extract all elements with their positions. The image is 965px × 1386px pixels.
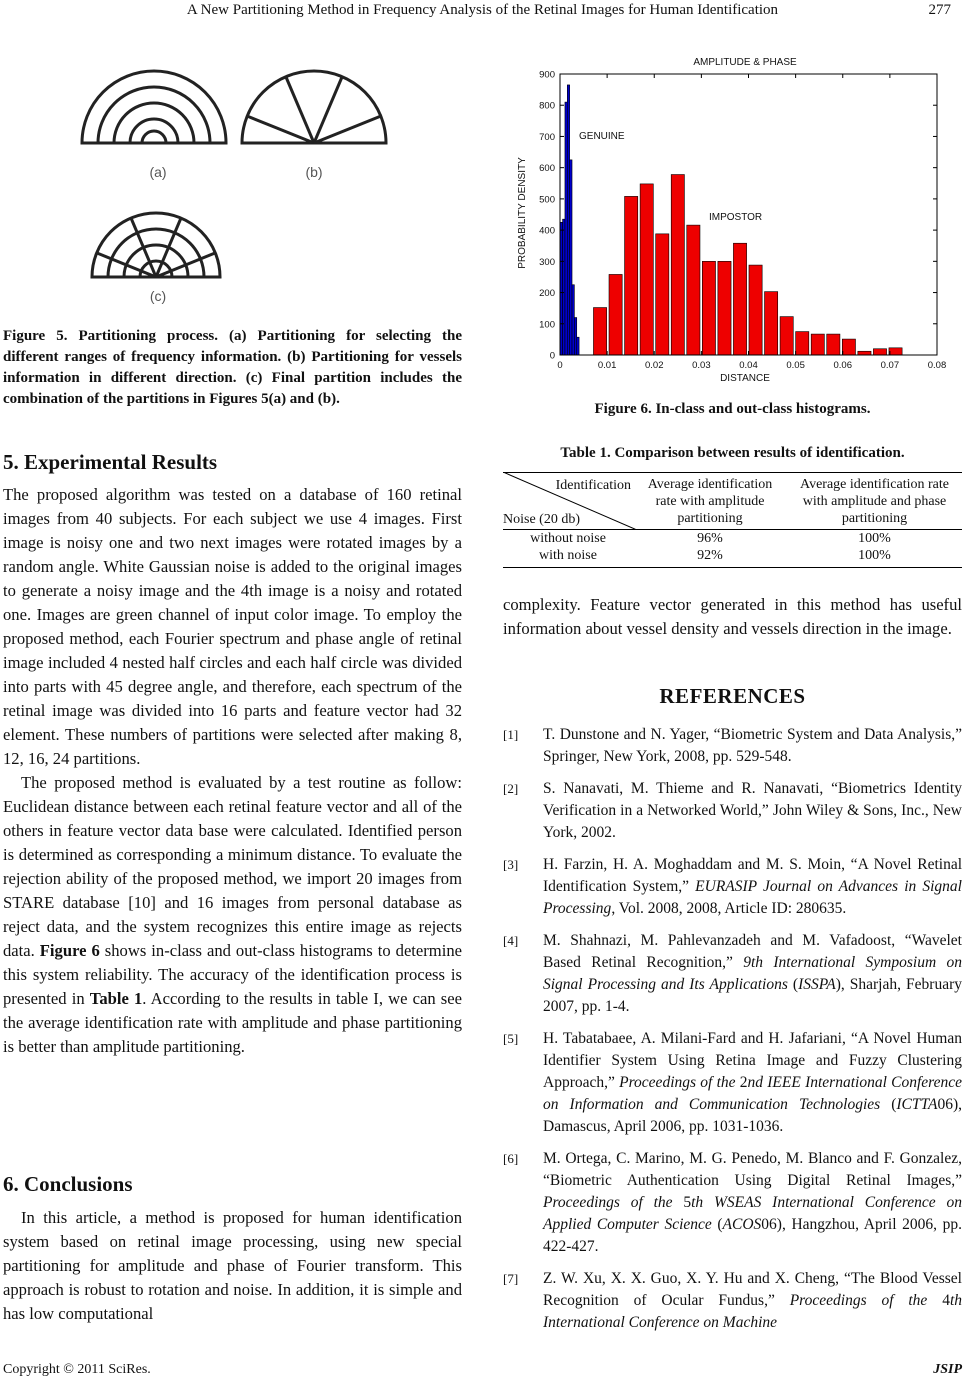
section6-heading: 6. Conclusions	[3, 1172, 133, 1196]
label-a: (a)	[149, 164, 167, 180]
table1-caption: Table 1. Comparison between results of identification.	[560, 445, 905, 461]
table-row	[503, 530, 962, 548]
table-cell: 92%	[697, 548, 723, 563]
reference-number: [3]	[503, 857, 519, 872]
y-tick-label: 200	[539, 288, 555, 300]
reference-text: Z. W. Xu, X. X. Guo, X. Y. Hu and X. Cheng, “The Blood Vessel Recognition of Ocular Fundus,” Proceedings of the 4th International Conference on Machine	[543, 1270, 962, 1331]
partition-diagram-a	[82, 71, 226, 143]
impostor-bar	[656, 234, 669, 355]
impostor-bar	[780, 317, 793, 355]
reference-number: [4]	[503, 933, 519, 948]
impostor-bar	[625, 196, 638, 355]
references-list	[503, 724, 962, 1344]
impostor-annotation: IMPOSTOR	[709, 212, 763, 223]
x-tick-label: 0.05	[786, 360, 805, 371]
reference-item	[503, 930, 962, 1018]
impostor-bar	[609, 274, 622, 355]
y-tick-label: 300	[539, 256, 555, 268]
genuine-bar	[563, 219, 565, 355]
reference-item	[503, 1148, 962, 1258]
section-experimental-results	[3, 450, 462, 1059]
genuine-annotation: GENUINE	[579, 131, 625, 142]
x-tick-label: 0.01	[597, 360, 617, 371]
reference-text: M. Ortega, C. Marino, M. G. Penedo, M. Blanco and F. Gonzalez, “Biometric Authentication Using Digital Retinal Images,” Proceedings of the 5th WSEAS International Conference on Applied Computer Science (ACOS06), Hangzhou, April 2006, pp. 422-427.	[543, 1150, 962, 1255]
genuine-bar	[560, 222, 562, 355]
genuine-bar	[567, 85, 569, 355]
section5-paragraph-2: The proposed method is evaluated by a test routine as follow: Euclidean distance between each retinal feature vector and all of the others in feature vector data base were calculated. Identified person is determined as corresponding a minimum distance. To evaluate the rejection ability of the proposed method, we import 20 images from STARE database [10] and 16 images from personal database as reject data, and the system recognizes this entire image as rejects data. Figure 6 shows in-class and out-class histograms to determine this system reliability. The accuracy of the identification process is presented in Table 1. According to the results in table I, we can see the average identification rate with amplitude and phase partitioning is better than amplitude partitioning.	[3, 773, 462, 1056]
section-conclusions	[3, 1172, 462, 1326]
reference-text: H. Farzin, H. A. Moghaddam and M. S. Moin, “A Novel Retinal Identification System,” EURASIP Journal on Advances in Signal Processing, Vol. 2008, 2008, Article ID: 280635.	[543, 856, 962, 917]
chart-xlabel: DISTANCE	[720, 373, 770, 384]
reference-item	[503, 1268, 962, 1334]
table-cell: without noise	[530, 531, 606, 546]
x-tick-label: 0.04	[739, 360, 758, 371]
chart-title: AMPLITUDE & PHASE	[693, 57, 797, 68]
reference-text: S. Nanavati, M. Thieme and R. Nanavati, “Biometrics Identity Verification in a Networked World,” John Wiley & Sons, Inc., New York, 2002.	[543, 780, 962, 841]
footer-journal: JSIP	[933, 1362, 962, 1377]
impostor-bar	[671, 175, 684, 355]
table-header-amplitude: Average identification rate with amplitude partitioning	[647, 477, 773, 526]
x-tick-label: 0.08	[927, 360, 947, 371]
y-tick-label: 0	[549, 350, 555, 362]
y-tick-label: 600	[539, 163, 555, 175]
table-row	[503, 547, 962, 568]
genuine-bar	[572, 285, 574, 355]
label-b: (b)	[305, 164, 323, 180]
y-tick-label: 100	[539, 319, 555, 331]
impostor-bar	[749, 265, 762, 355]
section5-heading: 5. Experimental Results	[3, 450, 218, 474]
reference-item	[503, 854, 962, 920]
x-tick-label: 0.02	[645, 360, 664, 371]
page-number: 277	[928, 2, 951, 18]
footer-copyright: Copyright © 2011 SciRes.	[3, 1362, 151, 1377]
y-tick-label: 500	[539, 194, 555, 206]
impostor-bar	[687, 225, 700, 355]
reference-item	[503, 724, 962, 768]
figure5-diagram	[70, 55, 400, 315]
reference-text: H. Tabatabaee, A. Milani-Fard and H. Jafariani, “A Novel Human Identifier System Using Retina Image and Fuzzy Clustering Approach,” Proceedings of the 2nd IEEE International Conference on Information and Communication Technologies (ICTTA06), Damascus, April 2006, pp. 1031-1036.	[543, 1030, 962, 1135]
label-c: (c)	[149, 288, 167, 304]
impostor-bar	[811, 334, 824, 355]
impostor-bar	[702, 261, 715, 355]
x-tick-label: 0.06	[833, 360, 852, 371]
table-cell: 96%	[697, 531, 723, 546]
section6-paragraph-continued: complexity. Feature vector generated in this method has useful information about vessel density and vessels direction in the image.	[503, 595, 962, 638]
y-tick-label: 700	[539, 131, 555, 143]
x-tick-label: 0	[557, 360, 563, 371]
figure6-caption: Figure 6. In-class and out-class histograms.	[594, 401, 871, 417]
section6-paragraph-1: In this article, a method is proposed for human identification system based on retinal image processing, using new special partitioning for amplitude and phase of Fourier transform. This approach is robust to rotation and noise. In addition, it is simple and has low computational	[3, 1208, 462, 1323]
table-cell: 100%	[858, 548, 891, 563]
genuine-bar	[574, 318, 576, 355]
y-tick-label: 400	[539, 225, 555, 237]
impostor-bar	[796, 332, 809, 355]
figure5-caption: Figure 5. Partitioning process. (a) Partitioning for selecting the different ranges of frequency information. (b) Partitioning for vessels information in different direction. (c) Final partition includes the combination of the partitions in Figures 5(a) and (b).	[3, 328, 462, 407]
table-cell: with noise	[539, 548, 597, 563]
impostor-bar	[889, 348, 902, 355]
x-tick-label: 0.07	[880, 360, 900, 371]
table1	[503, 472, 962, 568]
impostor-bar	[733, 243, 746, 355]
section5-paragraph-1: The proposed algorithm was tested on a database of 160 retinal images from 40 subjects. For each subject we use 4 images. First image is noisy one and two next images were rotated images by a random angle. White Gaussian noise is added to the original images to generate a noisy image and the 4th image is a noisy and rotated one. Images are green channel of input color image. To employ the proposed method, each Fourier spectrum and phase angle of retinal image included 4 nested half circles and each half circle was divided into parts with 45 degree angle, and therefore, each spectrum of the retinal image was divided into 16 parts and feature vector had 32 element. These numbers of partitions were selected after making 8, 12, 16, 24 partitions.	[3, 485, 462, 768]
reference-number: [1]	[503, 727, 519, 742]
figure6-histogram-chart	[505, 50, 960, 390]
running-header	[0, 0, 965, 20]
section6-continuation	[503, 593, 962, 641]
reference-number: [5]	[503, 1031, 519, 1046]
reference-text: M. Shahnazi, M. Pahlevanzadeh and M. Vafadoost, “Wavelet Based Retinal Recognition,” 9th International Symposium on Signal Processing and Its Applications (ISSPA), Sharjah, February 2007, pp. 1-4.	[543, 932, 962, 1015]
table-corner-noise: Noise (20 db)	[503, 512, 580, 527]
reference-text: T. Dunstone and N. Yager, “Biometric System and Data Analysis,” Springer, New York, 2008, pp. 529-548.	[543, 726, 962, 765]
header-title: A New Partitioning Method in Frequency Analysis of the Retinal Images for Human Identification	[186, 2, 779, 18]
impostor-bar	[593, 308, 606, 355]
impostor-bar	[827, 334, 840, 355]
impostor-bar	[765, 292, 778, 355]
table-cell: 100%	[858, 531, 891, 546]
reference-item	[503, 1028, 962, 1138]
references-heading: REFERENCES	[659, 684, 806, 708]
y-tick-label: 900	[539, 69, 555, 81]
genuine-bar	[577, 337, 579, 355]
reference-number: [2]	[503, 781, 519, 796]
impostor-bar	[842, 339, 855, 355]
reference-number: [7]	[503, 1271, 519, 1286]
partition-diagram-c	[92, 213, 220, 277]
impostor-bar	[873, 349, 886, 355]
reference-number: [6]	[503, 1151, 519, 1166]
partition-diagram-b	[242, 71, 386, 143]
table-header-amplitude-phase: Average identification rate with amplitude and phase partitioning	[800, 477, 949, 526]
genuine-bar	[565, 102, 567, 355]
impostor-bar	[640, 184, 653, 355]
x-tick-label: 0.03	[692, 360, 711, 371]
impostor-bar	[718, 261, 731, 355]
chart-ylabel: PROBABILITY DENSITY	[517, 157, 528, 269]
reference-item	[503, 778, 962, 844]
y-tick-label: 800	[539, 100, 555, 112]
genuine-bar	[570, 160, 572, 355]
impostor-bar	[858, 351, 871, 355]
table-corner-identification: Identification	[555, 478, 631, 493]
